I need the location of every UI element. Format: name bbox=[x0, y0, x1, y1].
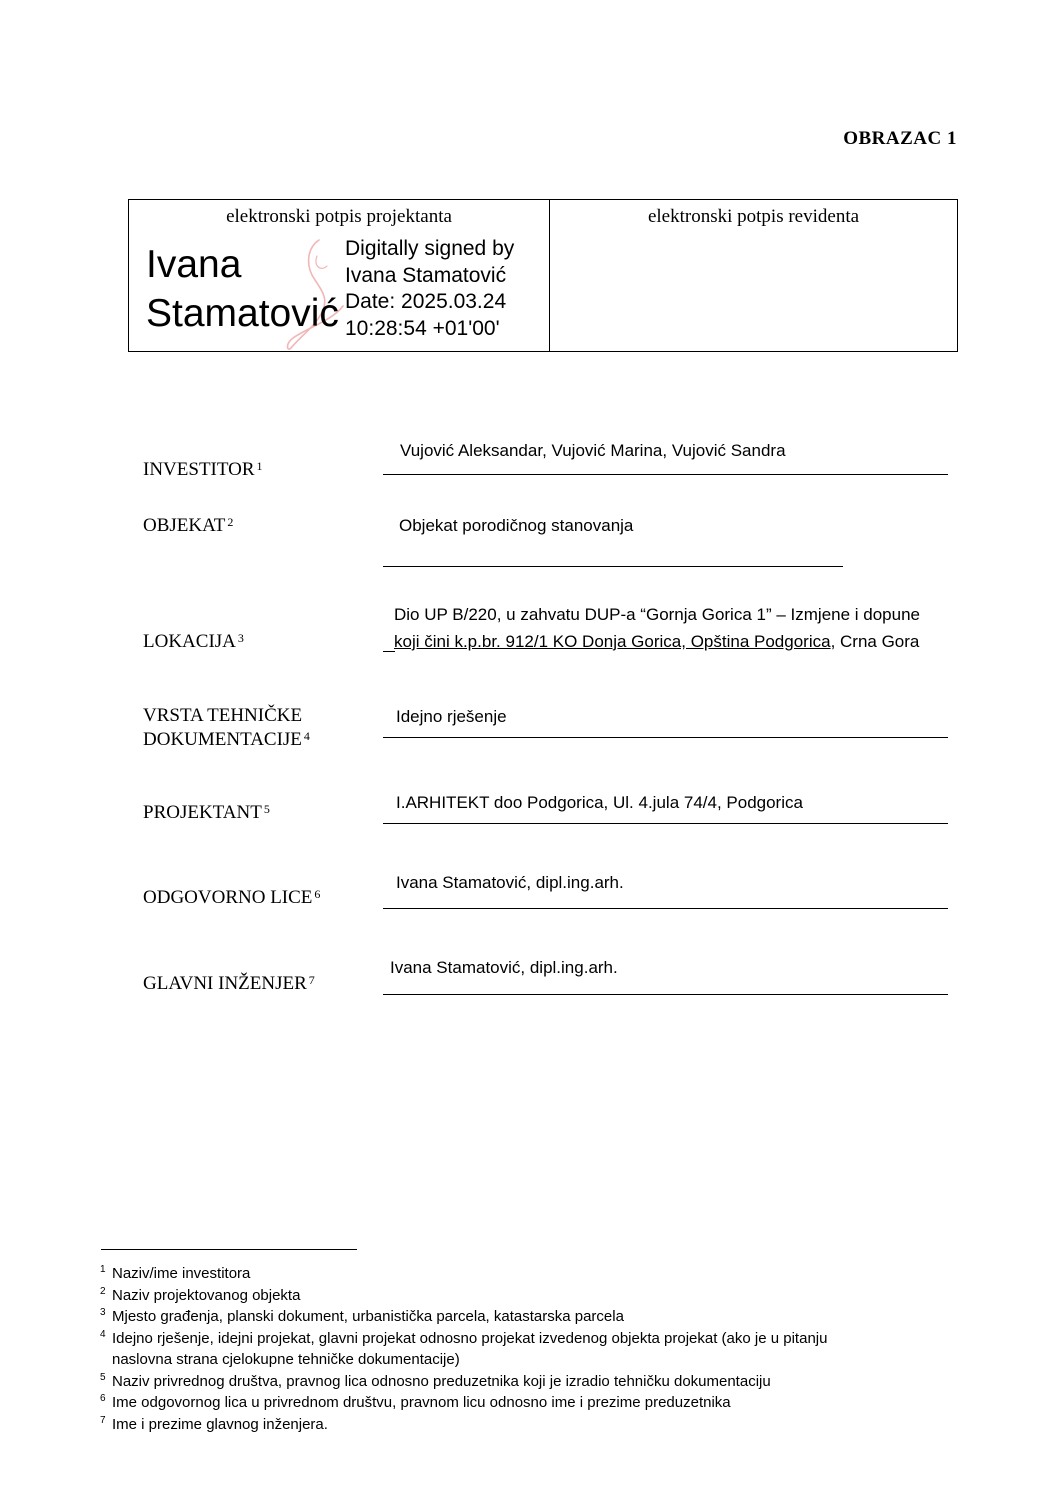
footnote-ref-3: 3 bbox=[237, 631, 244, 645]
lokacija-value-line2 bbox=[394, 628, 919, 655]
signed-by-name: Ivana Stamatović bbox=[345, 263, 507, 287]
reviewer-signature-cell bbox=[550, 200, 957, 351]
signature-time: 10:28:54 +01'00' bbox=[345, 316, 500, 340]
glavni-inzenjer-label: GLAVNI INŽENJER $^7$ bbox=[143, 973, 315, 994]
signature-table bbox=[128, 199, 958, 352]
projektant-label: PROJEKTANT $^5$ bbox=[143, 802, 270, 823]
investitor-label: INVESTITOR $^1$ bbox=[143, 459, 263, 480]
footnote-1: 1 Naziv/ime investitora bbox=[100, 1264, 251, 1282]
signer-first-name: Ivana bbox=[146, 243, 242, 286]
footnotes bbox=[100, 1263, 827, 1435]
footnote-ref-4: 4 bbox=[303, 729, 310, 743]
glavni-inzenjer-value: Ivana Stamatović, dipl.ing.arh. bbox=[390, 958, 618, 977]
footnote-separator bbox=[101, 1249, 357, 1250]
footnote-4: 4 Idejno rješenje, idejni projekat, glavni projekat odnosno projekat izvedenog objekta projekat (ako je u pitanju naslovna strana cjelokupne tehničke dokumentacije) bbox=[100, 1328, 828, 1368]
vrsta-label bbox=[143, 704, 310, 752]
form-title: OBRAZAC 1 bbox=[843, 128, 957, 149]
vrsta-value: Idejno rješenje bbox=[396, 707, 507, 726]
lokacija-country-text: , Crna Gora bbox=[830, 632, 920, 651]
odgovorno-lice-value: Ivana Stamatović, dipl.ing.arh. bbox=[396, 873, 624, 892]
footnote-ref-2: 2 bbox=[227, 515, 234, 529]
footnote-ref-7: 7 bbox=[308, 973, 315, 987]
glavni-inzenjer-line bbox=[383, 994, 948, 995]
objekat-value: Objekat porodičnog stanovanja bbox=[399, 516, 634, 535]
lokacija-label: LOKACIJA $^3$ bbox=[143, 631, 244, 652]
footnote-ref-5: 5 bbox=[263, 802, 270, 816]
odgovorno-lice-line bbox=[383, 908, 948, 909]
signer-name bbox=[146, 240, 339, 338]
footnote-ref-6: 6 bbox=[314, 887, 321, 901]
lokacija-line bbox=[383, 651, 395, 652]
footnote-2: 2 Naziv projektovanog objekta bbox=[100, 1285, 301, 1304]
odgovorno-lice-label: ODGOVORNO LICE $^6$ bbox=[143, 887, 321, 908]
digital-signature-info bbox=[345, 236, 514, 342]
investitor-line bbox=[383, 474, 948, 475]
investitor-value: Vujović Aleksandar, Vujović Marina, Vujović Sandra bbox=[400, 441, 786, 460]
footnote-7: 7 Ime i prezime glavnog inženjera. bbox=[100, 1414, 328, 1433]
projektant-value: I.ARHITEKT doo Podgorica, Ul. 4.jula 74/4, Podgorica bbox=[396, 793, 803, 812]
footnote-3: 3 Mjesto građenja, planski dokument, urbanistička parcela, katastarska parcela bbox=[100, 1307, 624, 1325]
reviewer-signature-header: elektronski potpis revidenta bbox=[647, 206, 860, 227]
designer-signature-cell bbox=[129, 200, 550, 351]
footnote-6: 6 Ime odgovornog lica u privrednom društvu, pravnom licu odnosno ime i prezime preduzetnika bbox=[100, 1393, 731, 1411]
lokacija-value-line1: Dio UP B/220, u zahvatu DUP-a “Gornja Gorica 1” – Izmjene i dopune bbox=[394, 605, 921, 624]
lokacija-parcel-text: koji čini k.p.br. 912/1 KO Donja Gorica, Opština Podgorica bbox=[394, 632, 831, 651]
footnote-5: 5 Naziv privrednog društva, pravnog lica odnosno preduzetnika koji je izradio tehničku dokumentaciju bbox=[100, 1371, 771, 1390]
signature-date: Date: 2025.03.24 bbox=[345, 290, 507, 313]
signed-by-label: Digitally signed by bbox=[345, 237, 515, 260]
footnote-ref-1: 1 bbox=[256, 459, 263, 473]
signer-last-name: Stamatović bbox=[146, 292, 339, 335]
objekat-label: OBJEKAT $^2$ bbox=[143, 515, 234, 536]
projektant-line bbox=[383, 823, 948, 824]
vrsta-label-line2: DOKUMENTACIJE bbox=[143, 729, 302, 750]
designer-signature-header: elektronski potpis projektanta bbox=[226, 206, 452, 227]
vrsta-label-line1: VRSTA TEHNIČKE bbox=[143, 705, 303, 726]
vrsta-line bbox=[383, 737, 948, 738]
objekat-line bbox=[383, 566, 843, 567]
